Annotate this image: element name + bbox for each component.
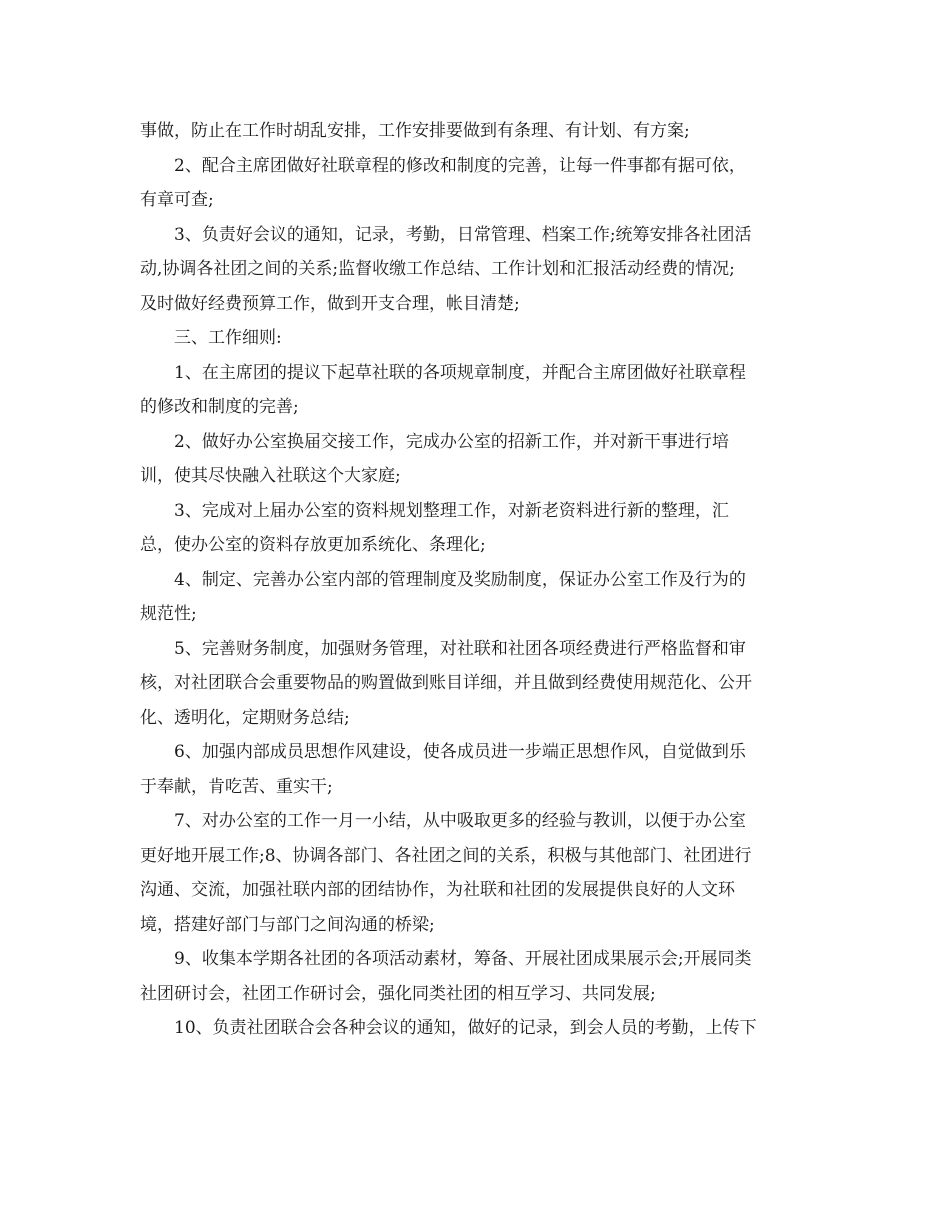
text-line: 沟通、交流，加强社联内部的团结协作，为社联和社团的发展提供良好的人文环: [140, 880, 735, 900]
text-line: 境，搭建好部门与部门之间沟通的桥梁;: [140, 914, 435, 935]
text-line: 三、工作细则:: [174, 328, 282, 348]
document-body: [140, 114, 815, 1046]
text-line: 5、完善财务制度，加强财务管理，对社联和社团各项经费进行严格监督和审: [174, 638, 746, 659]
text-line: 2、做好办公室换届交接工作，完成办公室的招新工作，并对新干事进行培: [174, 431, 729, 452]
text-line: 4、制定、完善办公室内部的管理制度及奖励制度，保证办公室工作及行为的: [174, 569, 746, 590]
text-line: 有章可查;: [140, 190, 214, 210]
text-line: 3、负责好会议的通知，记录，考勤，日常管理、档案工作;统筹安排各社团活: [174, 224, 752, 245]
text-line: 核，对社团联合会重要物品的购置做到账目详细，并且做到经费使用规范化、公开: [140, 673, 752, 693]
text-line: 于奉献，肯吃苦、重实干;: [140, 776, 333, 797]
text-line: 9、收集本学期各社团的各项活动素材，筹备、开展社团成果展示会;开展同类: [174, 949, 752, 969]
text-line: 3、完成对上届办公室的资料规划整理工作，对新老资料进行新的整理，汇: [174, 500, 729, 521]
text-line: 2、配合主席团做好社联章程的修改和制度的完善，让每一件事都有据可依，: [174, 155, 746, 176]
text-line: 总，使办公室的资料存放更加系统化、条理化;: [140, 535, 486, 555]
text-line: 的修改和制度的完善;: [140, 397, 299, 417]
text-line: 7、对办公室的工作一月一小结，从中吸取更多的经验与教训，以便于办公室: [174, 811, 746, 831]
text-line: 化、透明化，定期财务总结;: [140, 707, 350, 728]
text-line: 训，使其尽快融入社联这个大家庭;: [140, 466, 401, 486]
text-line: 动,协调各社团之间的关系;监督收缴工作总结、工作计划和汇报活动经费的情况;: [140, 259, 735, 279]
text-line: 1、在主席团的提议下起草社联的各项规章制度，并配合主席团做好社联章程: [174, 362, 746, 383]
text-line: 规范性;: [140, 604, 197, 624]
text-line: 10、负责社团联合会各种会议的通知，做好的记录，到会人员的考勤，上传下: [174, 1018, 757, 1038]
text-line: 6、加强内部成员思想作风建设，使各成员进一步端正思想作风，自觉做到乐: [174, 742, 746, 762]
text-line: 事做，防止在工作时胡乱安排，工作安排要做到有条理、有计划、有方案;: [140, 121, 690, 141]
text-line: 及时做好经费预算工作，做到开支合理，帐目清楚;: [140, 293, 520, 314]
text-line: 更好地开展工作;8、协调各部门、各社团之间的关系，积极与其他部门、社团进行: [140, 845, 752, 866]
text-line: 社团研讨会，社团工作研讨会，强化同类社团的相互学习、共同发展;: [140, 983, 656, 1004]
